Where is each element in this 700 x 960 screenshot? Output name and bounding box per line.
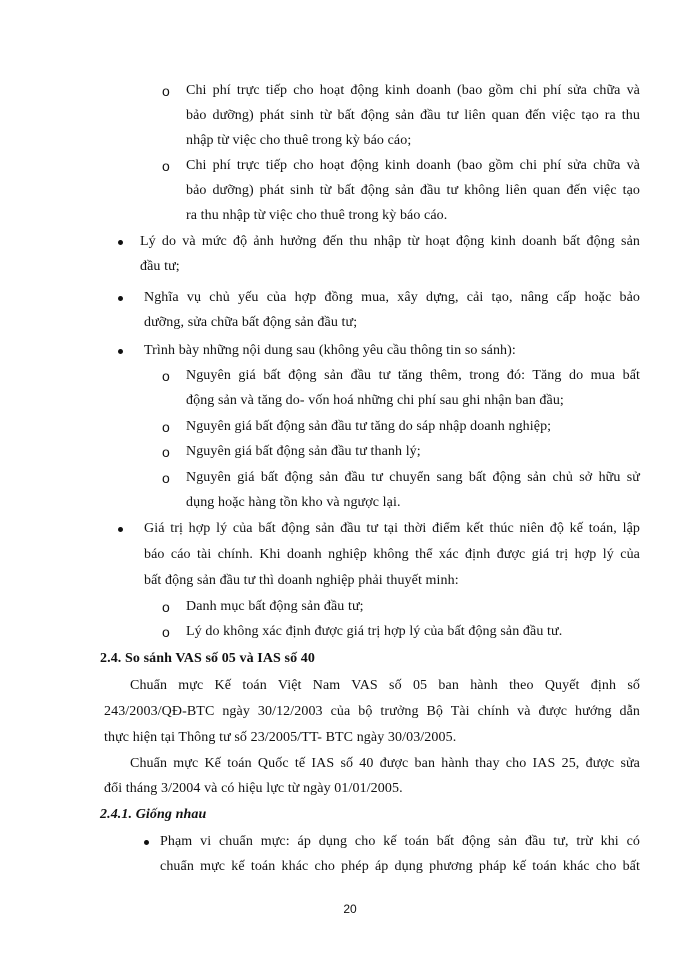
text-line: chuẩn mực kế toán khác cho phép áp dụng phương pháp kế toán khác cho bất [160,859,640,874]
text-line: Trình bày những nội dung sau (không yêu cầu thông tin so sánh): [144,343,516,358]
text-line: dụng hoặc hàng tồn kho và ngược lại. [186,495,401,510]
bullet-dot [118,527,123,532]
subsection-heading: 2.4.1. Giống nhau [100,807,207,822]
text-line: Lý do và mức độ ảnh hưởng đến thu nhập từ hoạt động kinh doanh bất động sản [140,234,640,249]
text-line: Nguyên giá bất động sản đầu tư thanh lý; [186,444,421,459]
sub-bullet-marker: o [162,158,170,174]
sub-bullet-marker: o [162,599,170,615]
sub-bullet-marker: o [162,83,170,99]
text-line: Nguyên giá bất động sản đầu tư chuyển sang bất động sản chủ sở hữu sử [186,470,640,485]
bullet-dot [118,240,123,245]
bullet-dot [118,296,123,301]
section-heading: 2.4. So sánh VAS số 05 và IAS số 40 [100,651,315,666]
text-line: Nguyên giá bất động sản đầu tư tăng do sáp nhập doanh nghiệp; [186,419,552,434]
text-line: thực hiện tại Thông tư số 23/2005/TT- BTC ngày 30/03/2005. [104,730,457,745]
text-line: đổi tháng 3/2004 và có hiệu lực từ ngày 01/01/2005. [104,781,403,796]
text-line: nhập từ việc cho thuê trong kỳ báo cáo; [186,133,412,148]
sub-bullet-marker: o [162,419,170,435]
text-line: Chi phí trực tiếp cho hoạt động kinh doanh (bao gồm chi phí sửa chữa và [186,158,640,173]
page-number: 20 [343,902,357,916]
text-line: 243/2003/QĐ-BTC ngày 30/12/2003 của bộ trưởng Bộ Tài chính và được hướng dẫn [104,704,640,719]
text-line: Chi phí trực tiếp cho hoạt động kinh doanh (bao gồm chi phí sửa chữa và [186,83,640,98]
text-line: bảo dưỡng) phát sinh từ bất động sản đầu tư liên quan đến việc tạo ra thu [186,108,640,123]
text-line: Lý do không xác định được giá trị hợp lý của bất động sản đầu tư. [186,624,563,639]
text-line: Chuẩn mực Kế toán Việt Nam VAS số 05 ban hành theo Quyết định số [130,678,640,693]
text-line: động sản và tăng do- vốn hoá những chi phí sau ghi nhận ban đầu; [186,393,564,408]
sub-bullet-marker: o [162,470,170,486]
text-line: bất động sản đầu tư thì doanh nghiệp phải thuyết minh: [144,573,459,588]
text-line: Nguyên giá bất động sản đầu tư tăng thêm, trong đó: Tăng do mua bất [186,368,640,383]
text-line: Giá trị hợp lý của bất động sản đầu tư tại thời điểm kết thúc niên độ kế toán, lập [144,521,640,536]
text-line: dưỡng, sửa chữa bất động sản đầu tư; [144,315,358,330]
bullet-dot [144,840,149,845]
sub-bullet-marker: o [162,624,170,640]
sub-bullet-marker: o [162,368,170,384]
text-line: bảo dưỡng) phát sinh từ bất động sản đầu tư không liên quan đến việc tạo [186,183,640,198]
text-line: Phạm vi chuẩn mực: áp dụng cho kế toán bất động sản đầu tư, trừ khi có [160,834,640,849]
text-line: đầu tư; [140,259,180,274]
text-line: báo cáo tài chính. Khi doanh nghiệp không thể xác định được giá trị hợp lý của [144,547,640,562]
text-line: Danh mục bất động sản đầu tư; [186,599,364,614]
text-line: Nghĩa vụ chủ yếu của hợp đồng mua, xây dựng, cải tạo, nâng cấp hoặc bảo [144,290,640,305]
text-line: Chuẩn mực Kế toán Quốc tế IAS số 40 được ban hành thay cho IAS 25, được sửa [130,756,640,771]
sub-bullet-marker: o [162,444,170,460]
bullet-dot [118,349,123,354]
text-line: ra thu nhập từ việc cho thuê trong kỳ báo cáo. [186,208,448,223]
